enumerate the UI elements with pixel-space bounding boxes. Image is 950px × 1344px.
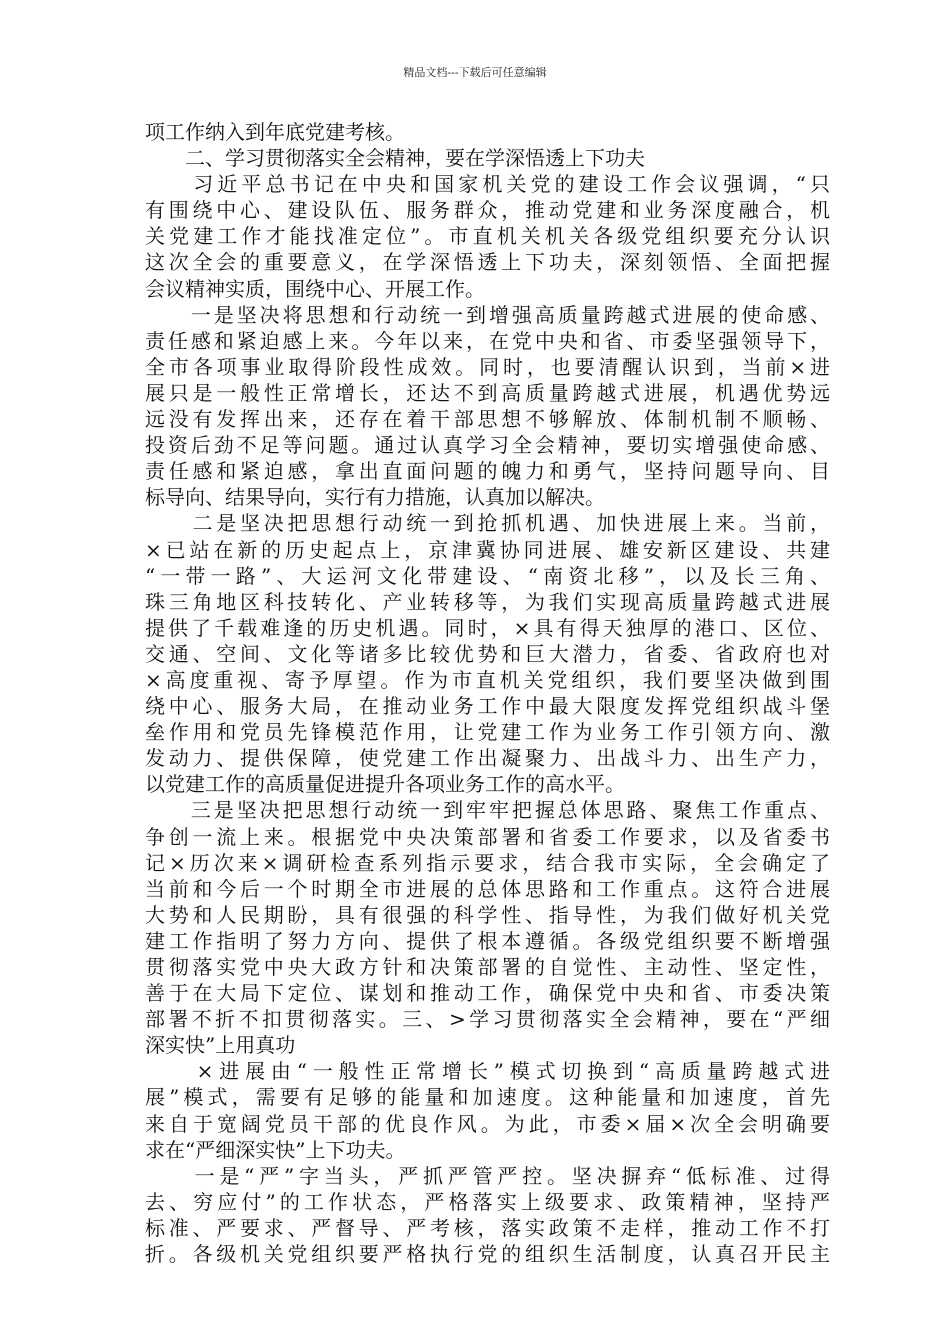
text-line: 展”模式，需要有足够的能量和加速度。这种能量和加速度，首先 bbox=[145, 1085, 830, 1110]
text-line: 有围绕中心、建设队伍、服务群众，推动党建和业务深度融合，机 bbox=[145, 198, 830, 223]
text-line: 折。各级机关党组织要严格执行党的组织生活制度，认真召开民主 bbox=[145, 1242, 830, 1267]
text-line: 求在“严细深实快”上下功夫。 bbox=[145, 1137, 406, 1162]
text-line: 二是坚决把思想行动统一到抢抓机遇、加快进展上来。当前， bbox=[145, 511, 830, 536]
text-line: 来自于宽阔党员干部的优良作风。为此，市委×届×次全会明确要 bbox=[145, 1111, 830, 1136]
text-line: 提供了千载难逢的历史机遇。同时，×具有得天独厚的港口、区位、 bbox=[145, 615, 830, 640]
document-body bbox=[145, 119, 830, 1267]
text-line: 二、学习贯彻落实全会精神，要在学深悟透上下功夫 bbox=[145, 146, 645, 171]
text-line: 一是坚决将思想和行动统一到增强高质量跨越式进展的使命感、 bbox=[145, 302, 830, 327]
text-line: 三是坚决把思想行动统一到牢牢把握总体思路、聚焦工作重点、 bbox=[145, 798, 830, 823]
text-line: 习近平总书记在中央和国家机关党的建设工作会议强调，“只 bbox=[145, 172, 830, 197]
text-line: “一带一路”、大运河文化带建设、“南资北移”，以及长三角、 bbox=[145, 563, 830, 588]
text-line: 项工作纳入到年底党建考核。 bbox=[145, 120, 405, 144]
text-line: 记×历次来×调研检查系列指示要求，结合我市实际，全会确定了 bbox=[145, 850, 830, 875]
text-line: 交通、空间、文化等诸多比较优势和巨大潜力，省委、省政府也对 bbox=[145, 641, 830, 666]
text-line: 全市各项事业取得阶段性成效。同时，也要清醒认识到，当前×进 bbox=[145, 354, 830, 379]
text-line: 责任感和紧迫感，拿出直面问题的魄力和勇气，坚持问题导向、目 bbox=[145, 459, 830, 484]
text-line: 争创一流上来。根据党中央决策部署和省委工作要求，以及省委书 bbox=[145, 824, 830, 849]
text-line: 去、穷应付”的工作状态，严格落实上级要求、政策精神，坚持严 bbox=[145, 1189, 830, 1214]
text-line: 当前和今后一个时期全市进展的总体思路和工作重点。这符合进展 bbox=[145, 876, 830, 901]
text-line: 投资后劲不足等问题。通过认真学习全会精神，要切实增强使命感、 bbox=[145, 433, 830, 458]
text-line: 绕中心、服务大局，在推动业务工作中最大限度发挥党组织战斗堡 bbox=[145, 694, 830, 719]
text-line: 深实快”上用真功 bbox=[145, 1033, 296, 1058]
text-line: 标准、严要求、严督导、严考核，落实政策不走样，推动工作不打 bbox=[145, 1215, 830, 1240]
text-line: 一是“严”字当头，严抓严管严控。坚决摒弃“低标准、过得 bbox=[145, 1163, 830, 1188]
text-line: 建工作指明了努力方向、提供了根本遵循。各级党组织要不断增强 bbox=[145, 928, 830, 953]
text-line: 发动力、提供保障，使党建工作出凝聚力、出战斗力、出生产力， bbox=[145, 746, 830, 771]
text-line: 珠三角地区科技转化、产业转移等，为我们实现高质量跨越式进展 bbox=[145, 589, 830, 614]
text-line: 贯彻落实党中央大政方针和决策部署的自觉性、主动性、坚定性， bbox=[145, 955, 830, 979]
text-line: 这次全会的重要意义，在学深悟透上下功夫，深刻领悟、全面把握 bbox=[145, 250, 830, 275]
text-line: 展只是一般性正常增长，还达不到高质量跨越式进展，机遇优势远 bbox=[145, 380, 830, 405]
text-line: 会议精神实质，围绕中心、开展工作。 bbox=[145, 276, 485, 301]
text-line: 以党建工作的高质量促进提升各项业务工作的高水平。 bbox=[145, 772, 625, 797]
text-line: 远没有发挥出来，还存在着干部思想不够解放、体制机制不顺畅、 bbox=[145, 407, 830, 432]
text-line: 大势和人民期盼，具有很强的科学性、指导性，为我们做好机关党 bbox=[145, 902, 830, 927]
text-line: ×已站在新的历史起点上，京津冀协同进展、雄安新区建设、共建 bbox=[145, 537, 830, 562]
text-line: 垒作用和党员先锋模范作用，让党建工作为业务工作引领方向、激 bbox=[145, 720, 830, 745]
text-line: 部署不折不扣贯彻落实。三、>学习贯彻落实全会精神，要在“严细 bbox=[145, 1007, 830, 1032]
page-header: 精品文档---下载后可任意编辑 bbox=[403, 66, 547, 79]
text-line: 善于在大局下定位、谋划和推动工作，确保党中央和省、市委决策 bbox=[145, 981, 830, 1006]
text-line: 关党建工作才能找准定位”。市直机关机关各级党组织要充分认识 bbox=[145, 224, 830, 249]
text-line: 责任感和紧迫感上来。今年以来，在党中央和省、市委坚强领导下， bbox=[145, 328, 830, 353]
text-line: ×高度重视、寄予厚望。作为市直机关党组织，我们要坚决做到围 bbox=[145, 667, 830, 692]
text-line: ×进展由“一般性正常增长”模式切换到“高质量跨越式进 bbox=[145, 1059, 830, 1084]
text-line: 标导向、结果导向，实行有力措施，认真加以解决。 bbox=[145, 485, 605, 510]
